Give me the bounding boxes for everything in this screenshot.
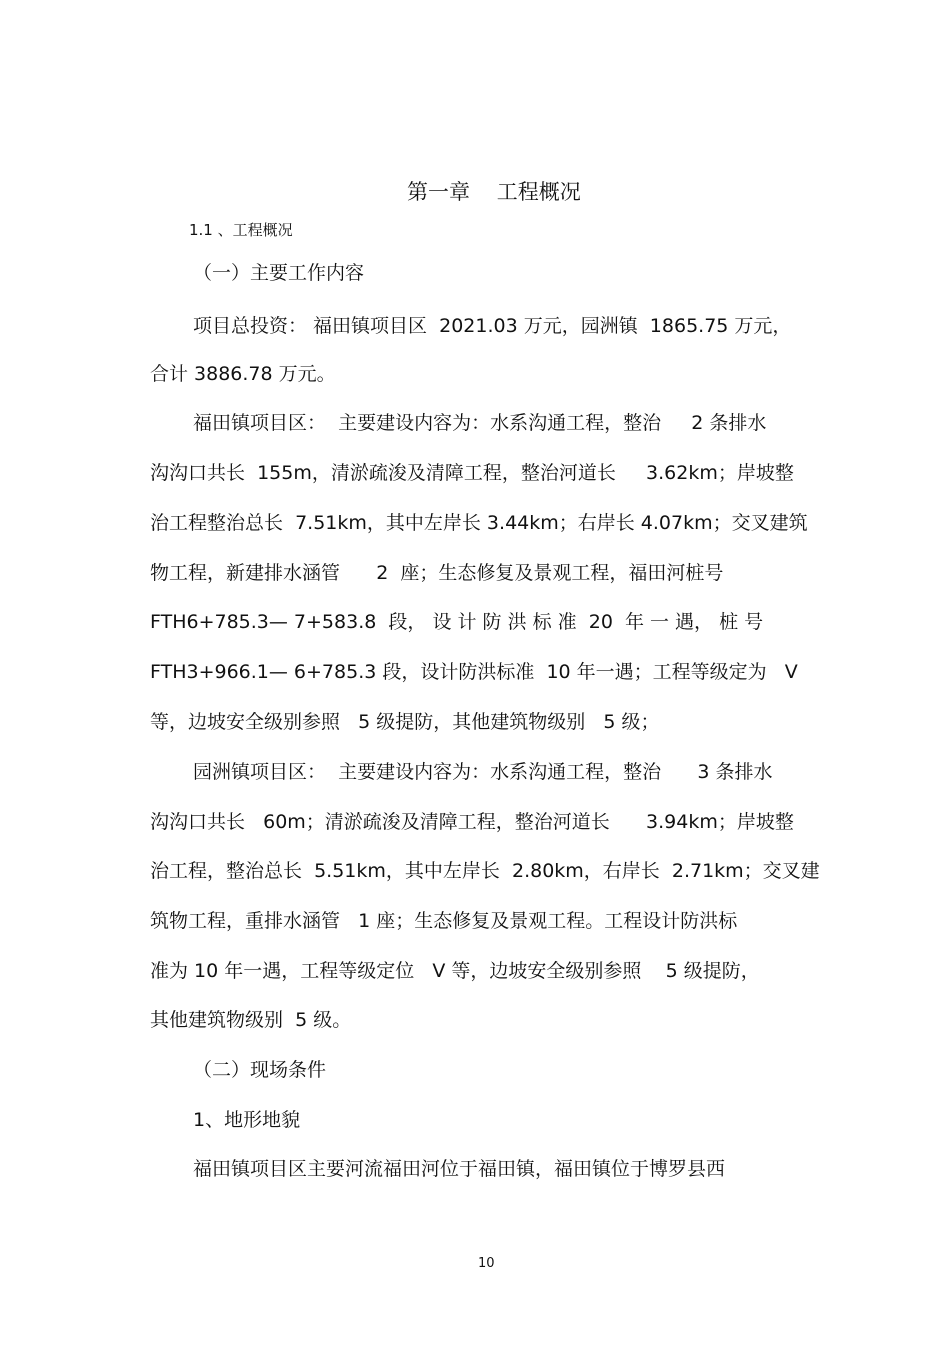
yuanzhou-line-4: 筑物工程，重排水涵管 1 座；生态修复及景观工程。工程设计防洪标 xyxy=(150,910,738,932)
section-heading: 1.1 、工程概况 xyxy=(189,221,293,239)
terrain-line-1: 福田镇项目区主要河流福田河位于福田镇，福田镇位于博罗县西 xyxy=(193,1158,726,1180)
page-number: 10 xyxy=(478,1256,495,1271)
yuanzhou-line-3: 治工程，整治总长 5.51km，其中左岸长 2.80km，右岸长 2.71km；交叉建 xyxy=(150,860,820,882)
futian-line-3: 治工程整治总长 7.51km，其中左岸长 3.44km；右岸长 4.07km；交叉建筑 xyxy=(150,512,808,534)
yuanzhou-line-5: 准为 10 年一遇，工程等级定位 V 等，边坡安全级别参照 5 级提防， xyxy=(150,960,760,982)
futian-line-5: FTH6+785.3— 7+583.8 段， 设 计 防 洪 标 准 20 年 一 遇， 桩 号 xyxy=(150,611,764,633)
yuanzhou-line-6: 其他建筑物级别 5 级。 xyxy=(150,1009,352,1031)
subsection-heading: （一）主要工作内容 xyxy=(193,262,365,284)
subsection-heading-2: （二）现场条件 xyxy=(193,1059,327,1081)
futian-line-6: FTH3+966.1— 6+785.3 段，设计防洪标准 10 年一遇；工程等级定为 V xyxy=(150,661,798,683)
investment-line-1: 项目总投资： 福田镇项目区 2021.03 万元，园洲镇 1865.75 万元， xyxy=(193,315,792,337)
item-heading: 1、地形地貌 xyxy=(193,1109,301,1131)
chapter-title: 第一章 工程概况 xyxy=(407,180,581,204)
yuanzhou-line-1: 园洲镇项目区： 主要建设内容为：水系沟通工程，整治 3 条排水 xyxy=(193,761,773,783)
futian-line-1: 福田镇项目区： 主要建设内容为：水系沟通工程，整治 2 条排水 xyxy=(193,412,767,434)
yuanzhou-line-2: 沟沟口共长 60m；清淤疏浚及清障工程，整治河道长 3.94km；岸坡整 xyxy=(150,811,794,833)
futian-line-4: 物工程，新建排水涵管 2 座；生态修复及景观工程，福田河桩号 xyxy=(150,562,724,584)
futian-line-2: 沟沟口共长 155m，清淤疏浚及清障工程，整治河道长 3.62km；岸坡整 xyxy=(150,462,794,484)
futian-line-7: 等，边坡安全级别参照 5 级提防，其他建筑物级别 5 级； xyxy=(150,711,660,733)
investment-line-2: 合计 3886.78 万元。 xyxy=(150,363,336,385)
